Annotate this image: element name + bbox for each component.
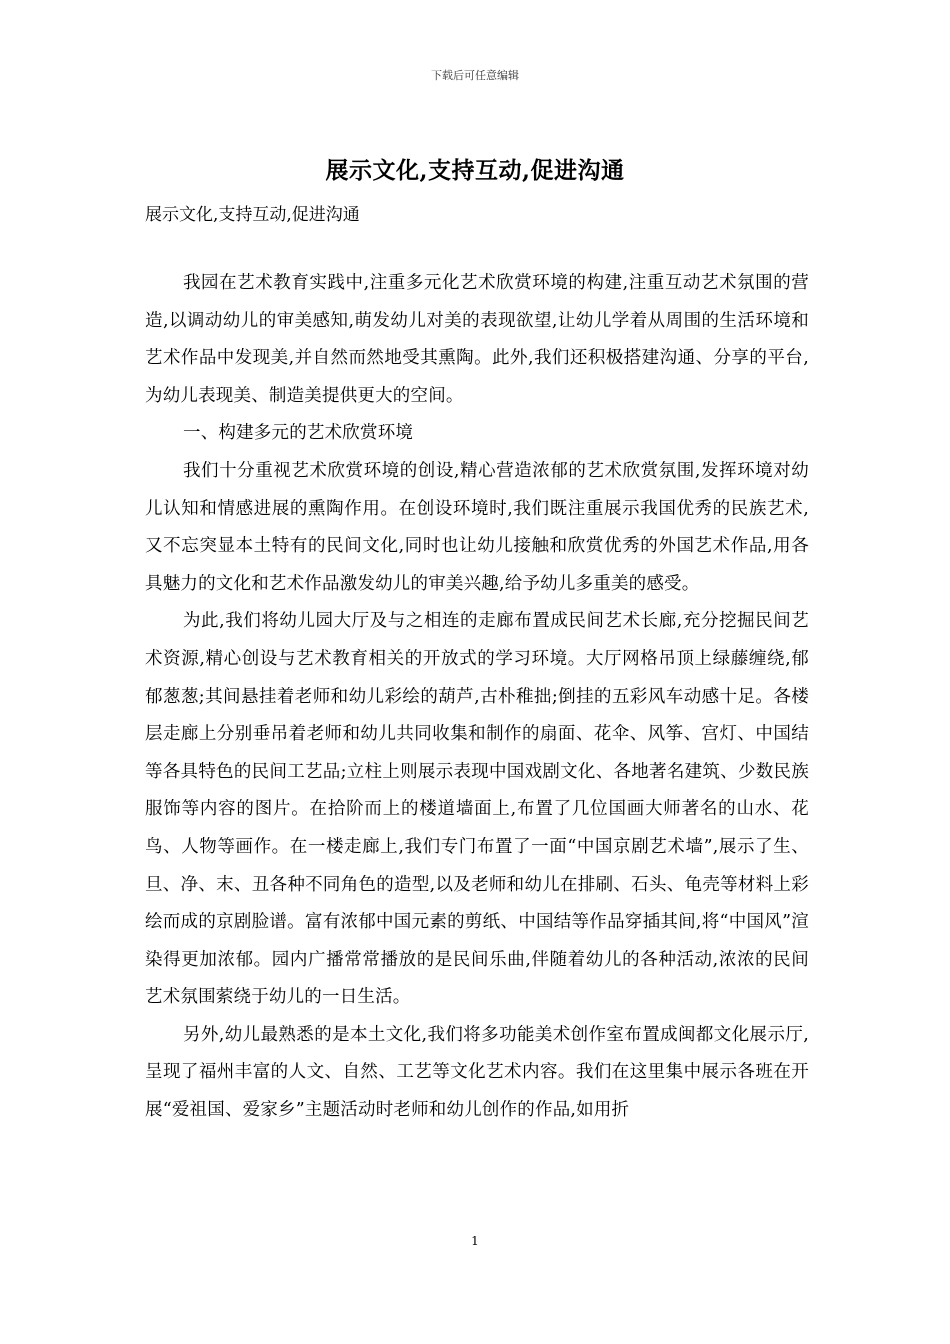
document-title: 展示文化,支持互动,促进沟通 <box>325 157 625 184</box>
paragraph-folk-art-corridor: 为此,我们将幼儿园大厅及与之相连的走廊布置成民间艺术长廊,充分挖掘民间艺术资源,精心创设与艺术教育相关的开放式的学习环境。大厅网格吊顶上绿藤缠绕,郁郁葱葱;其间悬挂着老师和幼儿彩绘的葫芦,古朴稚拙;倒挂的五彩风车动感十足。各楼层走廊上分别垂吊着老师和幼儿共同收集和制作的扇面、花伞、风筝、宫灯、中国结等各具特色的民间工艺品;立柱上则展示表现中国戏剧文化、各地著名建筑、少数民族服饰等内容的图片。在拾阶而上的楼道墙面上,布置了几位国画大师著名的山水、花鸟、人物等画作。在一楼走廊上,我们专门布置了一面“中国京剧艺术墙”,展示了生、旦、净、末、丑各种不同角色的造型,以及老师和幼儿在排刷、石头、龟壳等材料上彩绘而成的京剧脸谱。富有浓郁中国元素的剪纸、中国结等作品穿插其间,将“中国风”渲染得更加浓郁。园内广播常常播放的是民间乐曲,伴随着幼儿的各种活动,浓浓的民间艺术氛围萦绕于幼儿的一日生活。 <box>145 611 809 1008</box>
page-number: 1 <box>471 1234 479 1248</box>
page-header-note: 下载后可任意编辑 <box>431 69 519 82</box>
document-body <box>145 265 809 1130</box>
document-subtitle: 展示文化,支持互动,促进沟通 <box>145 205 360 225</box>
paragraph-intro: 我园在艺术教育实践中,注重多元化艺术欣赏环境的构建,注重互动艺术氛围的营造,以调动幼儿的审美感知,萌发幼儿对美的表现欲望,让幼儿学着从周围的生活环境和艺术作品中发现美,并自然而然地受其熏陶。此外,我们还积极搭建沟通、分享的平台,为幼儿表现美、制造美提供更大的空间。 <box>145 273 809 406</box>
section-heading-1: 一、构建多元的艺术欣赏环境 <box>183 423 414 444</box>
paragraph-local-culture: 另外,幼儿最熟悉的是本土文化,我们将多功能美术创作室布置成闽都文化展示厅,呈现了福州丰富的人文、自然、工艺等文化艺术内容。我们在这里集中展示各班在开展“爱祖国、爱家乡”主题活动时老师和幼儿创作的作品,如用折 <box>145 1024 809 1121</box>
paragraph-environment: 我们十分重视艺术欣赏环境的创设,精心营造浓郁的艺术欣赏氛围,发挥环境对幼儿认知和情感进展的熏陶作用。在创设环境时,我们既注重展示我国优秀的民族艺术,又不忘突显本土特有的民间文化,同时也让幼儿接触和欣赏优秀的外国艺术作品,用各具魅力的文化和艺术作品激发幼儿的审美兴趣,给予幼儿多重美的感受。 <box>145 460 809 594</box>
